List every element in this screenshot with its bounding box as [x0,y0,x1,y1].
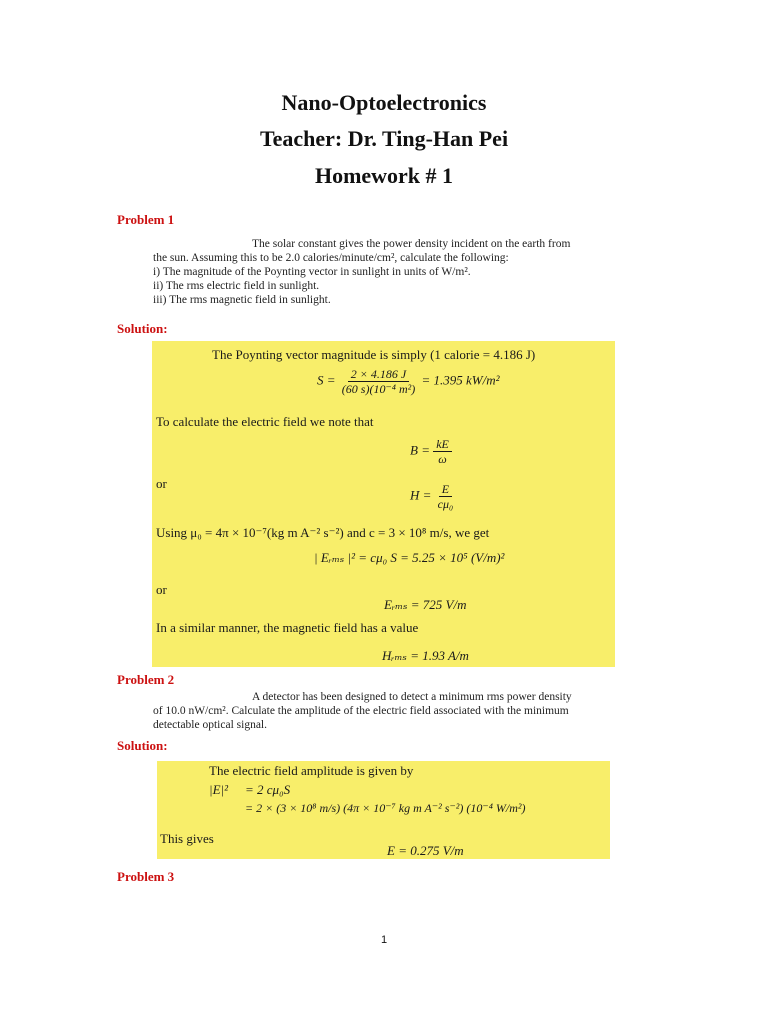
h-field-equation: H = $\frac{E}{\text{cμ₀}}$ [410,482,454,511]
solution-2-eq1-rhs: = 2 cμ₀S [245,782,291,797]
poynting-equation: S = $\frac{2 \times 4.186 J}{\text{(60 s)(10⁻⁴ m²)}}$ = 1.395 kW/m² [317,367,500,396]
teacher-name: Teacher: Dr. Ting-Han Pei [259,126,509,151]
problem-1-line: The solar constant gives the power density incident on the earth from [252,238,571,250]
solution-1-intro: The Poynting vector magnitude is simply (1 calorie = 4.186 J) [212,347,536,362]
problem-2-text [153,690,623,732]
solution-2-label: Solution: [117,738,168,753]
solution-1-line2: To calculate the electric field we note that [156,414,374,429]
homework-number: Homework # 1 [314,163,454,188]
erms-squared-equation: | Eᵣₘₛ |² = cμ₀ S = 5.25 × 10⁵ (V/m)² [314,550,505,565]
problem-1-label: Problem 1 [117,212,175,227]
solution-1-label: Solution: [117,321,168,336]
hrms-result: Hᵣₘₛ = 1.93 A/m [382,648,469,663]
course-title: Nano-Optoelectronics [281,90,487,115]
problem-2-line: detectable optical signal. [153,719,267,731]
solution-2-eq2: = 2 × (3 × 10⁸ m/s) (4π × 10⁻⁷ kg m A⁻² s⁻²) (10⁻⁴ W/m²) [245,801,526,815]
solution-1-similar: In a similar manner, the magnetic field has a value [156,620,419,635]
solution-1-or: or [156,476,167,491]
solution-1-or: or [156,582,167,597]
problem-3-label: Problem 3 [117,869,175,884]
problem-1-text [153,237,623,307]
b-field-equation: B = $\frac{kE}{\omega}$ [410,437,452,466]
problem-1-line: the sun. Assuming this to be 2.0 calories/minute/cm², calculate the following: [153,252,509,264]
solution-2-result: E = 0.275 V/m [387,843,464,858]
solution-1-box [152,341,615,667]
problem-1-line: ii) The rms electric field in sunlight. [153,280,320,292]
solution-2-intro: The electric field amplitude is given by [209,763,414,778]
problem-2-line: A detector has been designed to detect a minimum rms power density [252,691,572,703]
problem-2-line: of 10.0 nW/cm². Calculate the amplitude of the electric field associated with the minimum [153,705,569,717]
solution-2-box [157,761,610,859]
problem-1-line: iii) The rms magnetic field in sunlight. [153,294,331,306]
solution-2-eq1-lhs: |E|² [209,782,228,797]
erms-result: Eᵣₘₛ = 725 V/m [384,597,467,612]
solution-1-using: Using μ₀ = 4π × 10⁻⁷(kg m A⁻² s⁻²) and c = 3 × 10⁸ m/s, we get [156,525,490,540]
problem-1-line: i) The magnitude of the Poynting vector in sunlight in units of W/m². [153,266,471,278]
solution-2-gives: This gives [160,831,214,846]
page-number: 1 [380,934,388,946]
problem-2-label: Problem 2 [117,672,175,687]
